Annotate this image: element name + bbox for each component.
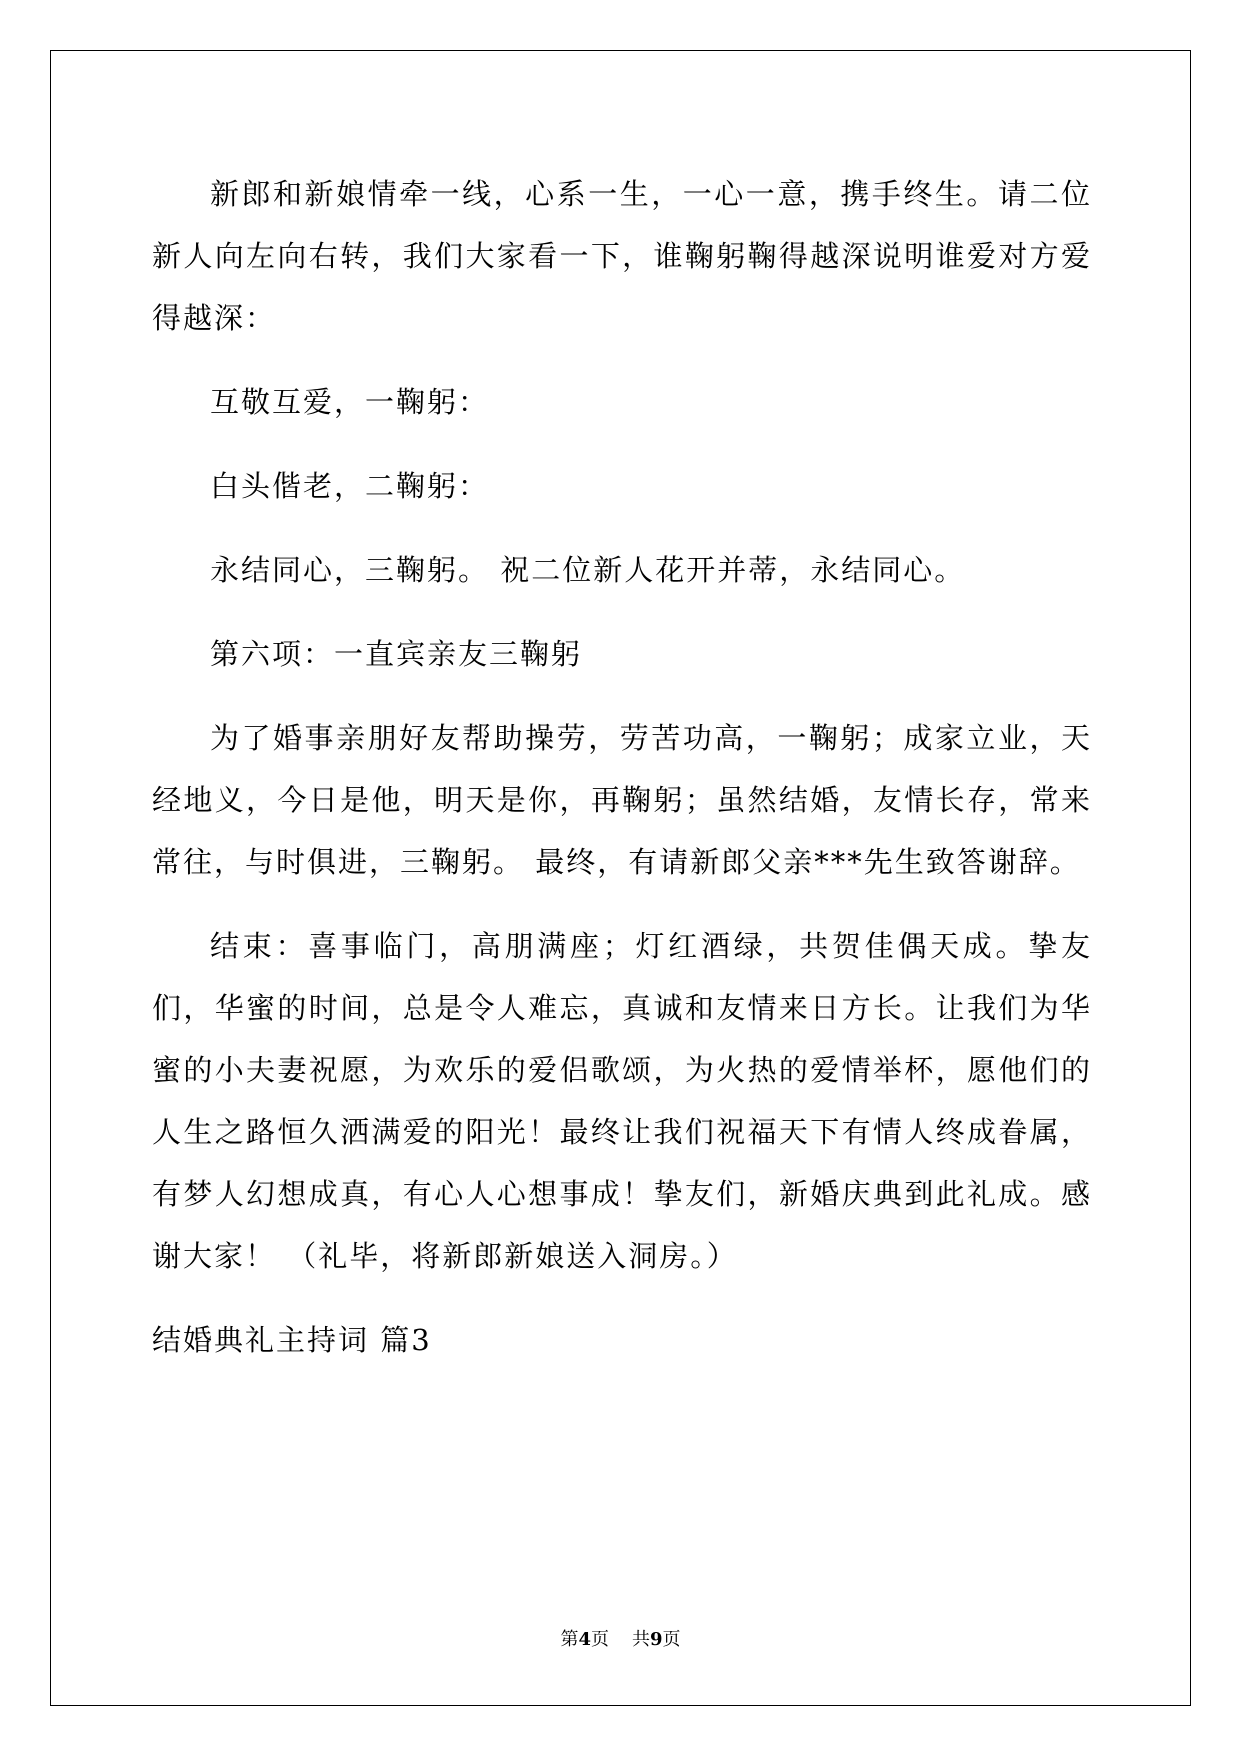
total-prefix: 共 [631, 1629, 650, 1650]
total-suffix: 页 [662, 1629, 681, 1650]
document-body [152, 163, 1092, 1371]
paragraph: 新郎和新娘情牵一线，心系一生，一心一意，携手终生。请二位新人向左向右转，我们大家看一下，谁鞠躬鞠得越深说明谁爱对方爱得越深： [152, 177, 1092, 335]
paragraph: 结束：喜事临门，高朋满座；灯红酒绿，共贺佳偶天成。挚友们，华蜜的时间，总是令人难忘，真诚和友情来日方长。让我们为华蜜的小夫妻祝愿，为欢乐的爱侣歌颂，为火热的爱情举杯，愿他们的人生之路恒久洒满爱的阳光！最终让我们祝福天下有情人终成眷属，有梦人幻想成真，有心人心想事成！挚友们，新婚庆典到此礼成。感谢大家！ （礼毕，将新郎新娘送入洞房。） [152, 929, 1092, 1273]
total-pages: 9 [649, 1629, 663, 1650]
paragraph: 第六项：一直宾亲友三鞠躬 [210, 637, 583, 671]
page-prefix: 第 [560, 1629, 579, 1650]
page-footer [0, 1628, 1241, 1652]
paragraph: 永结同心，三鞠躬。 祝二位新人花开并蒂，永结同心。 [210, 553, 966, 587]
paragraph: 白头偕老，二鞠躬： [210, 469, 490, 503]
section-heading: 结婚典礼主持词 篇3 [152, 1323, 432, 1357]
page-number: 4 [578, 1629, 592, 1650]
page-suffix: 页 [591, 1629, 610, 1650]
paragraph: 互敬互爱，一鞠躬： [210, 385, 490, 419]
paragraph: 为了婚事亲朋好友帮助操劳，劳苦功高，一鞠躬；成家立业，天经地义，今日是他，明天是你，再鞠躬；虽然结婚，友情长存，常来常往，与时俱进，三鞠躬。 最终，有请新郎父亲***先生致答谢辞。 [152, 721, 1092, 879]
